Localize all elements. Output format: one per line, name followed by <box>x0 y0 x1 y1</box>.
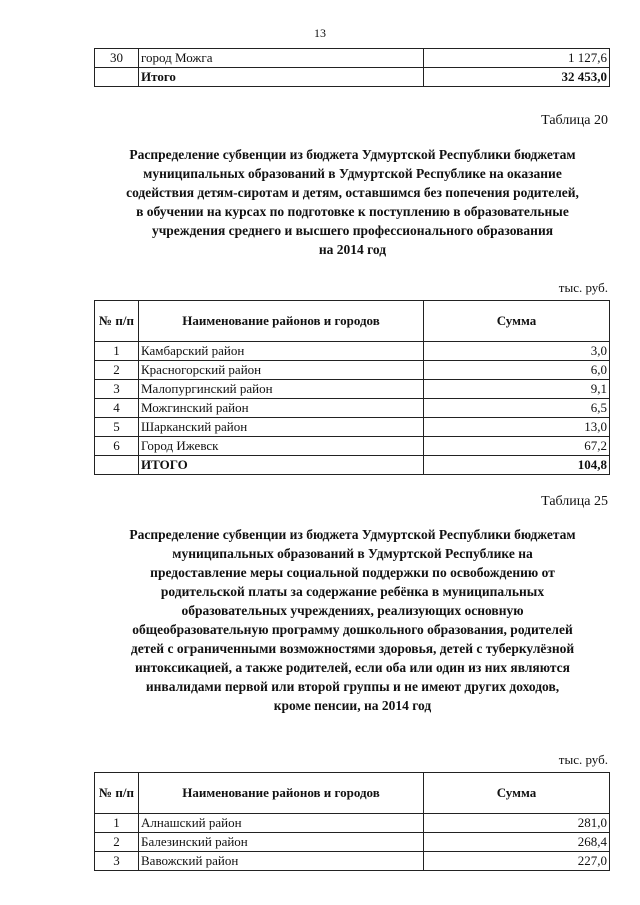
row-sum: 268,4 <box>424 833 610 852</box>
title-line: родительской платы за содержание ребёнка в муниципальных <box>160 584 545 599</box>
row-name: Можгинский район <box>139 399 424 418</box>
table20-unit: тыс. руб. <box>558 280 608 295</box>
total-label: Итого <box>139 68 424 87</box>
table-row <box>95 418 610 437</box>
table-row <box>95 437 610 456</box>
row-name: Красногорский район <box>139 361 424 380</box>
table-row <box>95 49 610 68</box>
continuation-table <box>94 48 610 87</box>
table-row <box>95 833 610 852</box>
row-number: 6 <box>95 437 139 456</box>
title-line: предоставление меры социальной поддержки по освобождению от <box>150 565 555 580</box>
row-name: Город Ижевск <box>139 437 424 456</box>
title-line: содействия детям-сиротам и детям, оставшимся без попечения родителей, <box>126 185 579 200</box>
title-line: муниципальных образований в Удмуртской Республике на <box>172 546 533 561</box>
row-number: 2 <box>95 833 139 852</box>
title-line: образовательных учреждениях, реализующих основную <box>181 603 524 618</box>
row-number <box>95 456 139 475</box>
title-line: учреждения среднего и высшего профессионального образования <box>151 223 554 238</box>
total-row <box>95 456 610 475</box>
total-label: ИТОГО <box>139 456 424 475</box>
row-number: 2 <box>95 361 139 380</box>
col-header-sum: Сумма <box>424 773 610 814</box>
col-header-sum: Сумма <box>424 301 610 342</box>
row-name: Камбарский район <box>139 342 424 361</box>
row-sum: 9,1 <box>424 380 610 399</box>
table25 <box>94 772 610 871</box>
total-row <box>95 68 610 87</box>
title-line: кроме пенсии, на 2014 год <box>273 698 432 713</box>
row-sum: 6,5 <box>424 399 610 418</box>
table20 <box>94 300 610 475</box>
row-sum: 1 127,6 <box>424 49 610 68</box>
table25-unit: тыс. руб. <box>558 752 608 767</box>
table-row <box>95 380 610 399</box>
row-number: 3 <box>95 852 139 871</box>
row-number: 1 <box>95 814 139 833</box>
row-number: 4 <box>95 399 139 418</box>
title-line: Распределение субвенции из бюджета Удмуртской Республики бюджетам <box>129 527 576 542</box>
row-name: Балезинский район <box>139 833 424 852</box>
total-sum: 32 453,0 <box>424 68 610 87</box>
page-number: 13 <box>314 26 326 40</box>
col-header-number: № п/п <box>95 773 139 814</box>
row-name: Шарканский район <box>139 418 424 437</box>
table20-title <box>90 145 615 259</box>
title-line: интоксикацией, а также родителей, если оба или один из них являются <box>135 660 570 675</box>
row-sum: 6,0 <box>424 361 610 380</box>
row-number <box>95 68 139 87</box>
title-line: Распределение субвенции из бюджета Удмуртской Республики бюджетам <box>129 147 576 162</box>
table-header-row <box>95 301 610 342</box>
table-row <box>95 399 610 418</box>
title-line: на 2014 год <box>318 242 387 257</box>
table25-label: Таблица 25 <box>541 494 608 509</box>
row-name: Вавожский район <box>139 852 424 871</box>
row-number: 30 <box>95 49 139 68</box>
table-header-row <box>95 773 610 814</box>
row-sum: 13,0 <box>424 418 610 437</box>
title-line: детей с ограниченными возможностями здоровья, детей с туберкулёзной <box>130 641 575 656</box>
row-number: 5 <box>95 418 139 437</box>
table-row <box>95 342 610 361</box>
total-sum: 104,8 <box>424 456 610 475</box>
row-name: Малопургинский район <box>139 380 424 399</box>
table-row <box>95 814 610 833</box>
table20-label: Таблица 20 <box>541 113 608 128</box>
row-number: 3 <box>95 380 139 399</box>
title-line: инвалидами первой или второй группы и не имеют других доходов, <box>145 679 560 694</box>
row-name: город Можга <box>139 49 424 68</box>
title-line: муниципальных образований в Удмуртской Республике на оказание <box>143 166 562 181</box>
title-line: в обучении на курсах по подготовке к поступлению в образовательные <box>136 204 569 219</box>
row-sum: 227,0 <box>424 852 610 871</box>
row-sum: 281,0 <box>424 814 610 833</box>
table-row <box>95 361 610 380</box>
col-header-number: № п/п <box>95 301 139 342</box>
row-number: 1 <box>95 342 139 361</box>
col-header-name: Наименование районов и городов <box>139 301 424 342</box>
col-header-name: Наименование районов и городов <box>139 773 424 814</box>
row-sum: 3,0 <box>424 342 610 361</box>
title-line: общеобразовательную программу дошкольного образования, родителей <box>132 622 573 637</box>
row-name: Алнашский район <box>139 814 424 833</box>
table-row <box>95 852 610 871</box>
row-sum: 67,2 <box>424 437 610 456</box>
table25-title <box>90 525 615 715</box>
